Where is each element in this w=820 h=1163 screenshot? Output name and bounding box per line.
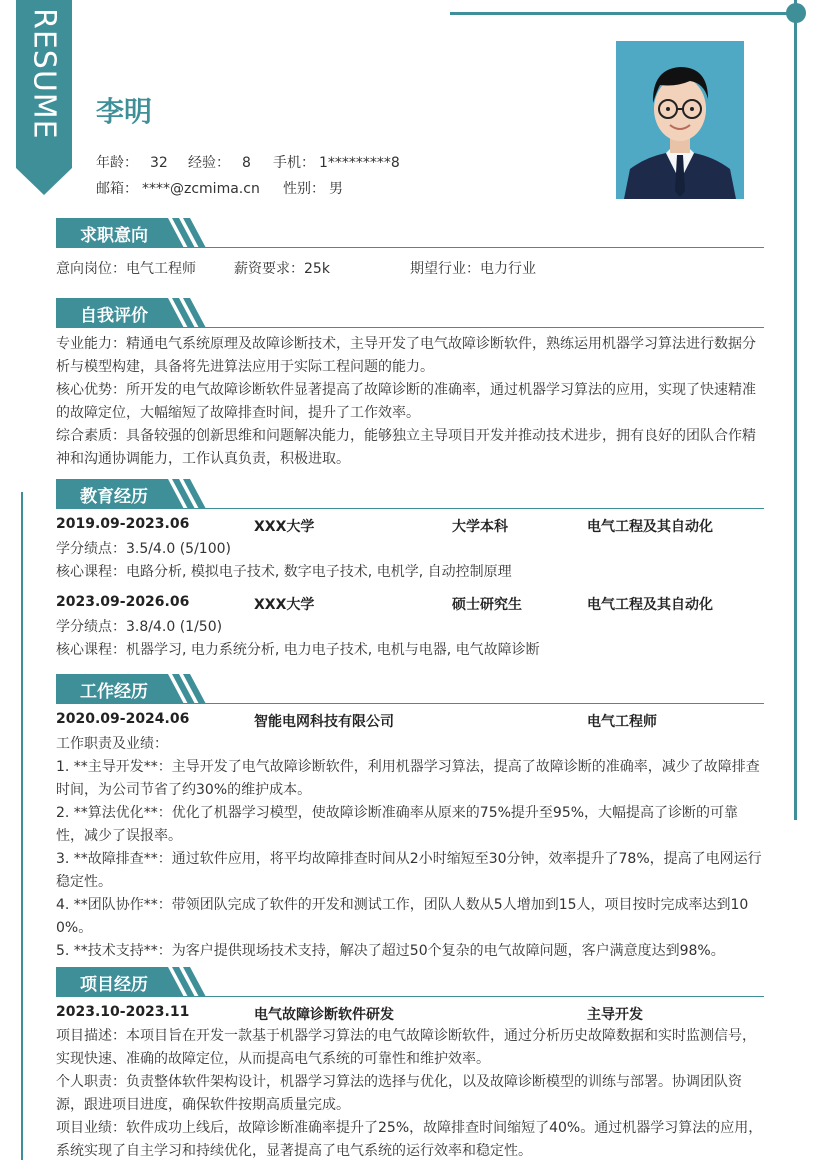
edu-1-gpa: 学分绩点：3.5/4.0 (5/100) — [56, 541, 231, 557]
self-eval-line: 专业能力：精通电气系统原理及故障诊断技术，主导开发了电气故障诊断软件，熟练运用机器学习算法进行数据分 — [56, 336, 756, 352]
experience-info — [188, 152, 251, 172]
edu-2-courses: 核心课程：机器学习, 电力系统分析, 电力电子技术, 电机与电器, 电气故障诊断 — [56, 642, 540, 658]
self-eval-line: 神和沟通协调能力，工作认真负责，积极进取。 — [56, 451, 350, 467]
top-decor-line — [450, 12, 796, 15]
edu-1-degree: 大学本科 — [452, 519, 508, 535]
intent-salary: 薪资要求：25k — [234, 261, 330, 277]
section-intent-header — [56, 218, 766, 248]
edu-2-gpa: 学分绩点：3.8/4.0 (1/50) — [56, 619, 223, 635]
work-line: 3. **故障排查**：通过软件应用，将平均故障排查时间从2小时缩短至30分钟，效率提升了78%，提高了电网运行 — [56, 851, 762, 867]
section-divider — [56, 247, 764, 248]
intent-industry: 期望行业：电力行业 — [410, 261, 536, 277]
self-eval-line: 的故障定位，大幅缩短了故障排查时间，提升了工作效率。 — [56, 405, 420, 421]
project-line: 项目描述：本项目旨在开发一款基于机器学习算法的电气故障诊断软件，通过分析历史故障数据和实时监测信号， — [56, 1028, 756, 1044]
work-line: 稳定性。 — [56, 874, 112, 890]
section-project-header — [56, 967, 766, 997]
project-role: 主导开发 — [587, 1007, 643, 1023]
section-divider — [56, 508, 764, 509]
edu-1-school: XXX大学 — [254, 519, 315, 535]
section-work-header — [56, 674, 766, 704]
phone-value: 1*********8 — [319, 155, 400, 171]
section-title: 求职意向 — [80, 226, 148, 246]
email-value: ****@zcmima.cn — [142, 181, 260, 197]
edu-1-period: 2019.09-2023.06 — [56, 516, 190, 532]
right-decor-line — [794, 0, 797, 820]
section-divider — [56, 327, 764, 328]
email-label: 邮箱： — [96, 181, 138, 197]
project-line: 系统实现了自主学习和持续优化，显著提高了电气系统的运行效率和稳定性。 — [56, 1143, 532, 1159]
self-eval-body — [56, 333, 768, 471]
experience-value: 8 — [242, 155, 251, 171]
phone-label: 手机： — [273, 155, 315, 171]
project-name: 电气故障诊断软件研发 — [254, 1007, 394, 1023]
edu-2-degree: 硕士研究生 — [452, 597, 522, 613]
section-divider — [56, 703, 764, 704]
project-line: 个人职责：负责整体软件架构设计，机器学习算法的选择与优化，以及故障诊断模型的训练与部署。协调团队资 — [56, 1074, 742, 1090]
work-line: 2. **算法优化**：优化了机器学习模型，使故障诊断准确率从原来的75%提升至95%，大幅提高了诊断的可靠 — [56, 805, 739, 821]
gender-label: 性别： — [283, 181, 325, 197]
work-line: 时间，为公司节省了约30%的维护成本。 — [56, 782, 312, 798]
self-eval-line: 析与模型构建，具备将先进算法应用于实际工程问题的能力。 — [56, 359, 434, 375]
age-label: 年龄： — [96, 155, 138, 171]
work-line: 工作职责及业绩： — [56, 736, 168, 752]
work-body — [56, 733, 768, 963]
work-company: 智能电网科技有限公司 — [254, 714, 394, 730]
phone-info — [273, 152, 400, 172]
project-line: 项目业绩：软件成功上线后，故障诊断准确率提升了25%，故障排查时间缩短了40%。通过机器学习算法的应用， — [56, 1120, 763, 1136]
section-divider — [56, 996, 764, 997]
edu-2-school: XXX大学 — [254, 597, 315, 613]
profile-photo — [616, 41, 744, 199]
work-line: 4. **团队协作**：带领团队完成了软件的开发和测试工作，团队人数从5人增加到15人，项目按时完成率达到10 — [56, 897, 749, 913]
self-eval-line: 核心优势：所开发的电气故障诊断软件显著提高了故障诊断的准确率，通过机器学习算法的应用，实现了快速精准 — [56, 382, 756, 398]
resume-banner-text: RESUME — [26, 8, 62, 140]
work-line: 性，减少了误报率。 — [56, 828, 182, 844]
project-line: 源，跟进项目进度，确保软件按期高质量完成。 — [56, 1097, 350, 1113]
age-info — [96, 152, 168, 172]
email-info — [96, 178, 260, 198]
section-title: 工作经历 — [80, 682, 148, 702]
section-self-eval-header — [56, 298, 766, 328]
portrait-illustration — [616, 41, 744, 199]
candidate-name: 李明 — [96, 95, 153, 128]
edu-2-period: 2023.09-2026.06 — [56, 594, 190, 610]
section-title: 项目经历 — [80, 975, 148, 995]
gender-value: 男 — [329, 181, 343, 197]
age-value: 32 — [150, 155, 168, 171]
section-title: 自我评价 — [80, 306, 148, 326]
work-line: 0%。 — [56, 920, 93, 936]
gender-info — [283, 178, 343, 198]
work-role: 电气工程师 — [587, 714, 657, 730]
work-line: 5. **技术支持**：为客户提供现场技术支持，解决了超过50个复杂的电气故障问题，客户满意度达到98%。 — [56, 943, 725, 959]
edu-1-courses: 核心课程：电路分析, 模拟电子技术, 数字电子技术, 电机学, 自动控制原理 — [56, 564, 512, 580]
project-body — [56, 1025, 768, 1163]
work-line: 1. **主导开发**：主导开发了电气故障诊断软件，利用机器学习算法，提高了故障诊断的准确率，减少了故障排查 — [56, 759, 760, 775]
project-period: 2023.10-2023.11 — [56, 1004, 190, 1020]
self-eval-line: 综合素质：具备较强的创新思维和问题解决能力，能够独立主导项目开发并推动技术进步，拥有良好的团队合作精 — [56, 428, 756, 444]
experience-label: 经验： — [188, 155, 230, 171]
section-title: 教育经历 — [80, 487, 148, 507]
work-period: 2020.09-2024.06 — [56, 711, 190, 727]
project-line: 实现快速、准确的故障定位，从而提高电气系统的可靠性和维护效率。 — [56, 1051, 490, 1067]
edu-1-major: 电气工程及其自动化 — [587, 519, 713, 535]
intent-position: 意向岗位：电气工程师 — [56, 261, 196, 277]
left-decor-line — [21, 492, 23, 1160]
edu-2-major: 电气工程及其自动化 — [587, 597, 713, 613]
section-education-header — [56, 479, 766, 509]
